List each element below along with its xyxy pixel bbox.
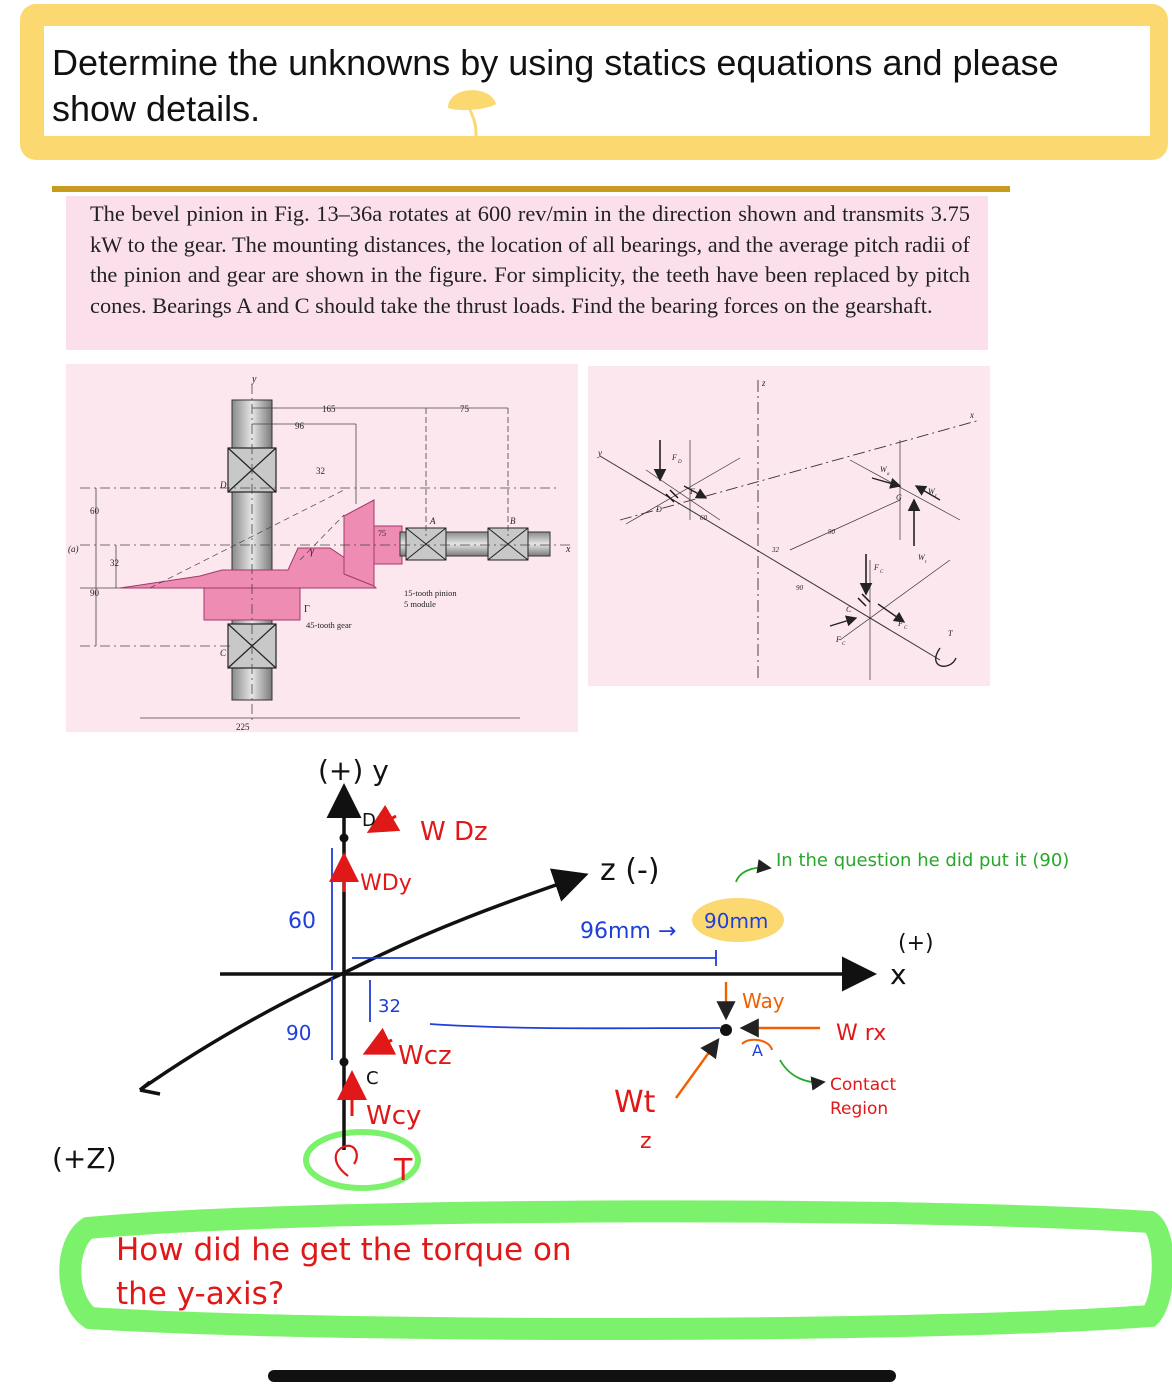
fig-a-dim-90: 90 [90, 588, 99, 598]
label-wt-sub: z [640, 1129, 652, 1154]
fig-a-label-b: B [510, 516, 516, 526]
note-question-90: In the question he did put it (90) [776, 850, 1070, 871]
label-wrx: W rx [836, 1021, 887, 1046]
torque-arc [336, 1146, 357, 1176]
label-wcz: Wcz [398, 1041, 452, 1071]
fig-a-dim-75: 75 [460, 404, 469, 414]
fig-b-dim-90b: 90 [828, 528, 835, 536]
fig-a-label-d: D [220, 480, 227, 490]
force-wtz [676, 1040, 718, 1098]
fig-b-wr: W [928, 487, 935, 496]
label-a: A [752, 1041, 763, 1060]
figure-a-drawing [68, 374, 571, 732]
question-line-2: the y-axis? [116, 1276, 285, 1312]
z-axis-line [140, 876, 582, 1090]
question-text: Determine the unknowns by using statics equations and please show details. [52, 42, 1059, 129]
fig-b-wt-sub: t [925, 560, 927, 565]
fig-b-fc-sub: C [880, 570, 884, 575]
fig-b-dim-32: 32 [772, 546, 779, 554]
label-c: C [366, 1068, 379, 1089]
fig-b-fc2: F [898, 619, 903, 628]
label-d: D [362, 810, 376, 831]
fig-b-fd2-sub: D [696, 494, 700, 499]
label-torque-t: T [394, 1153, 413, 1188]
fig-b-wt: W [918, 553, 925, 562]
label-wt: Wt [614, 1085, 656, 1120]
label-90: 90 [286, 1021, 312, 1045]
fig-b-axis-z: z [762, 378, 766, 388]
fig-a-gear-caption: 45-tooth gear [306, 620, 352, 630]
fig-b-label-d: D [656, 505, 662, 514]
label-y-plus: (+) y [318, 754, 389, 787]
dim-a-line [430, 1024, 720, 1028]
label-wcy: Wcy [366, 1101, 422, 1131]
fig-b-label-g: G [896, 493, 902, 502]
label-region: Region [830, 1099, 889, 1119]
fig-b-fd-sub: D [678, 460, 682, 465]
fig-b-dim-90a: 90 [796, 584, 803, 592]
home-indicator-bar[interactable] [268, 1370, 896, 1382]
fig-a-dim-225: 225 [236, 722, 250, 732]
fig-b-torque-arc [936, 648, 956, 666]
fig-b-fd: F [672, 453, 677, 462]
label-way: Way [742, 989, 785, 1013]
force-wcz [368, 1040, 392, 1052]
fig-b-fd2: F [690, 487, 695, 496]
figure-b-drawing [600, 380, 980, 680]
fig-b-label-t: T [948, 629, 953, 638]
point-c [340, 1058, 349, 1067]
fig-b-axis-x: x [970, 410, 974, 420]
label-z-minus: z (-) [600, 853, 660, 888]
label-96mm: 96mm → [580, 919, 677, 944]
fig-b-fc3-sub: C [842, 642, 846, 647]
fig-b-wa: W [880, 465, 887, 474]
fig-a-dim-96: 96 [295, 421, 304, 431]
bevel-pinion [344, 500, 374, 586]
fig-a-pinion-caption-1: 15-tooth pinion [404, 588, 457, 598]
fig-b-fc: F [874, 563, 879, 572]
fig-a-axis-x: x [566, 544, 571, 555]
fig-b-label-c: C [846, 605, 852, 614]
label-32: 32 [378, 996, 401, 1017]
fig-b-axis-y: y [598, 448, 602, 458]
point-a [720, 1024, 732, 1036]
fig-b-fc3: F [836, 635, 841, 644]
fig-a-gamma: γ [310, 546, 314, 557]
fig-b-wa-sub: a [887, 472, 890, 477]
fig-a-gamma-upper: Γ [304, 604, 310, 615]
point-d [340, 834, 349, 843]
label-60: 60 [288, 909, 316, 934]
label-z-plus: (+Z) [52, 1142, 117, 1175]
label-wdy: WDy [360, 871, 412, 896]
label-x-plus: (+) [898, 931, 934, 956]
label-contact: Contact [830, 1075, 897, 1095]
label-x: x [890, 958, 907, 991]
fig-a-pinion-caption-2: 5 module [404, 599, 436, 609]
question-line-1: How did he get the torque on [116, 1232, 572, 1268]
fig-a-axis-y: y [252, 374, 257, 385]
fig-b-wr-sub: r [935, 494, 937, 499]
fig-a-dim-60: 60 [90, 506, 99, 516]
fig-a-dim-75-small: 75 [378, 529, 386, 538]
fig-a-dim-165: 165 [322, 404, 336, 414]
label-90mm: 90mm [704, 909, 769, 933]
fig-a-label-a: A [430, 516, 436, 526]
label-wdz: W Dz [420, 817, 488, 847]
mushroom-doodle-icon [448, 90, 496, 146]
fig-a-dim-32-side: 32 [110, 558, 119, 568]
fig-b-fc2-sub: C [904, 626, 908, 631]
problem-statement-text: The bevel pinion in Fig. 13–36a rotates at 600 rev/min in the direction shown and transmits 3.75 kW to the gear. The mounting distances, the location of all bearings, and the average pitch radii of the pinion and gear are shown in the figure. For simplicity, the teeth have been replaced by pitch cones. Bearings A and C should take the thrust loads. Find the bearing forces on the gearshaft. [90, 201, 970, 318]
fig-a-label-c: C [220, 648, 227, 658]
figure-b-labels [597, 378, 974, 647]
fig-b-dim-60: 60 [700, 514, 707, 522]
fig-a-panel-label: (a) [68, 544, 79, 554]
fig-a-dim-32: 32 [316, 466, 325, 476]
